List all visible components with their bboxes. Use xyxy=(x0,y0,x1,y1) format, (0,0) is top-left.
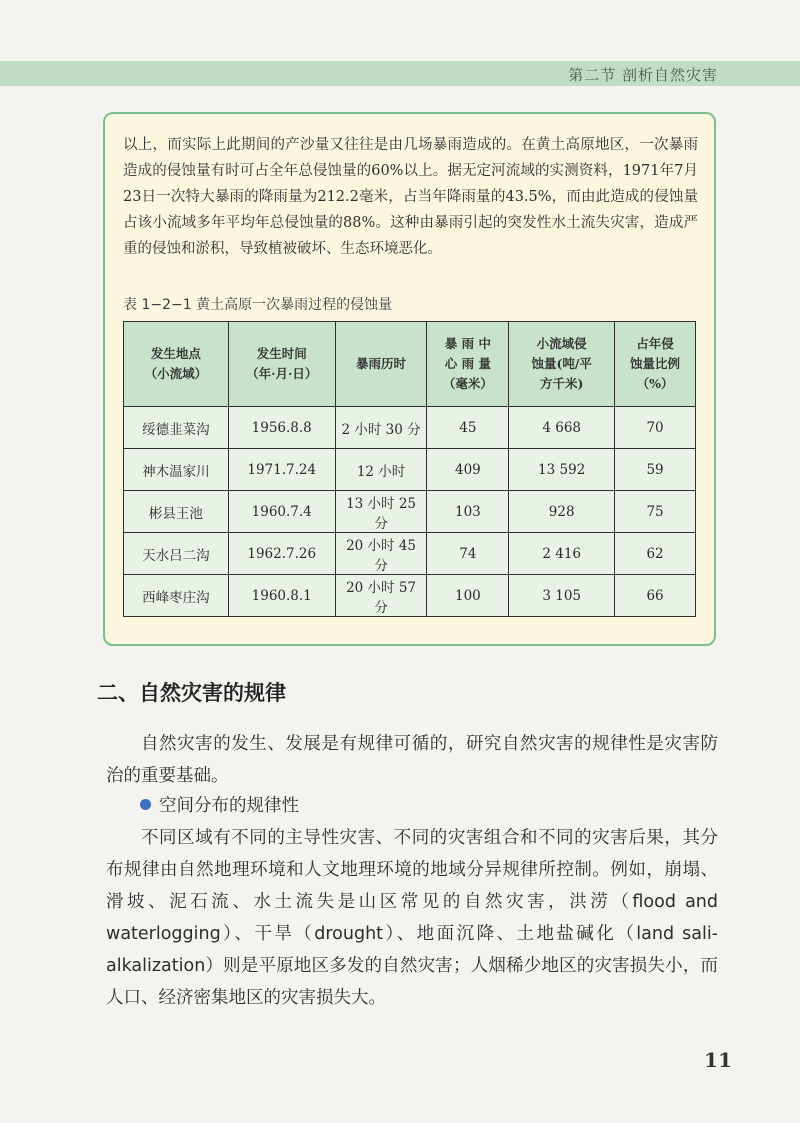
section-header-title: 第二节 剖析自然灾害 xyxy=(568,66,718,84)
cell-ratio: 59 xyxy=(615,449,696,491)
erosion-table xyxy=(123,321,696,617)
cell-date: 1956.8.8 xyxy=(228,407,335,449)
header-duration: 暴雨历时 xyxy=(335,322,427,407)
cell-rainfall: 74 xyxy=(427,533,509,575)
body-paragraph-1: 自然灾害的发生、发展是有规律可循的，研究自然灾害的规律性是灾害防治的重要基础。 xyxy=(106,734,718,786)
cell-ratio: 66 xyxy=(615,575,696,617)
table-caption: 表 1−2−1 黄土高原一次暴雨过程的侵蚀量 xyxy=(123,297,393,313)
cell-erosion: 4 668 xyxy=(509,407,615,449)
section-heading: 二、自然灾害的规律 xyxy=(97,681,286,705)
table-row xyxy=(124,575,696,617)
cell-ratio: 70 xyxy=(615,407,696,449)
table-row xyxy=(124,407,696,449)
cell-rainfall: 103 xyxy=(427,491,509,533)
cell-duration: 2 小时 30 分 xyxy=(335,407,427,449)
cell-date: 1962.7.26 xyxy=(228,533,335,575)
cell-duration: 20 小时 57 分 xyxy=(335,575,427,617)
cell-duration: 12 小时 xyxy=(335,449,427,491)
bullet-subheading xyxy=(140,792,299,817)
cell-rainfall: 100 xyxy=(427,575,509,617)
header-date: 发生时间 （年·月·日） xyxy=(228,322,335,407)
bullet-dot-icon xyxy=(140,799,151,810)
table-row xyxy=(124,533,696,575)
page-number: 11 xyxy=(704,1048,732,1072)
cell-date: 1960.7.4 xyxy=(228,491,335,533)
cell-location: 天水吕二沟 xyxy=(124,533,229,575)
cell-rainfall: 45 xyxy=(427,407,509,449)
cell-erosion: 2 416 xyxy=(509,533,615,575)
table-row xyxy=(124,491,696,533)
cell-ratio: 62 xyxy=(615,533,696,575)
cell-location: 绥德韭菜沟 xyxy=(124,407,229,449)
table-row xyxy=(124,449,696,491)
body-paragraph-2: 不同区域有不同的主导性灾害、不同的灾害组合和不同的灾害后果，其分布规律由自然地理环境和人文地理环境的地域分异规律所控制。例如，崩塌、滑坡、泥石流、水土流失是山区常见的自然灾害，洪涝（flood and waterlogging）、干旱（drought）、地面沉降、土地盐碱化（land sali-alkalization）则是平原地区多发的自然灾害；人烟稀少地区的灾害损失小，而人口、经济密集地区的灾害损失大。 xyxy=(106,828,718,1008)
cell-erosion: 13 592 xyxy=(509,449,615,491)
reading-box xyxy=(103,112,716,646)
header-erosion: 小流域侵 蚀量(吨/平 方千米) xyxy=(509,322,615,407)
cell-duration: 13 小时 25 分 xyxy=(335,491,427,533)
cell-erosion: 928 xyxy=(509,491,615,533)
cell-ratio: 75 xyxy=(615,491,696,533)
cell-date: 1971.7.24 xyxy=(228,449,335,491)
table-header-row xyxy=(124,322,696,407)
cell-date: 1960.8.1 xyxy=(228,575,335,617)
box-paragraph: 以上，而实际上此期间的产沙量又往往是由几场暴雨造成的。在黄土高原地区，一次暴雨造成的侵蚀量有时可占全年总侵蚀量的60%以上。据无定河流域的实测资料，1971年7月23日一次特大暴雨的降雨量为212.2毫米，占当年降雨量的43.5%，而由此造成的侵蚀量占该小流域多年平均年总侵蚀量的88%。这种由暴雨引起的突发性水土流失灾害，造成严重的侵蚀和淤积，导致植被破坏、生态环境恶化。 xyxy=(123,137,698,257)
header-ratio: 占年侵 蚀量比例 （%） xyxy=(615,322,696,407)
cell-rainfall: 409 xyxy=(427,449,509,491)
cell-erosion: 3 105 xyxy=(509,575,615,617)
cell-location: 彬县王池 xyxy=(124,491,229,533)
header-location: 发生地点 （小流域） xyxy=(124,322,229,407)
bullet-subheading-text: 空间分布的规律性 xyxy=(159,796,299,816)
cell-location: 西峰枣庄沟 xyxy=(124,575,229,617)
cell-duration: 20 小时 45 分 xyxy=(335,533,427,575)
cell-location: 神木温家川 xyxy=(124,449,229,491)
header-rainfall: 暴 雨 中 心 雨 量 （毫米） xyxy=(427,322,509,407)
